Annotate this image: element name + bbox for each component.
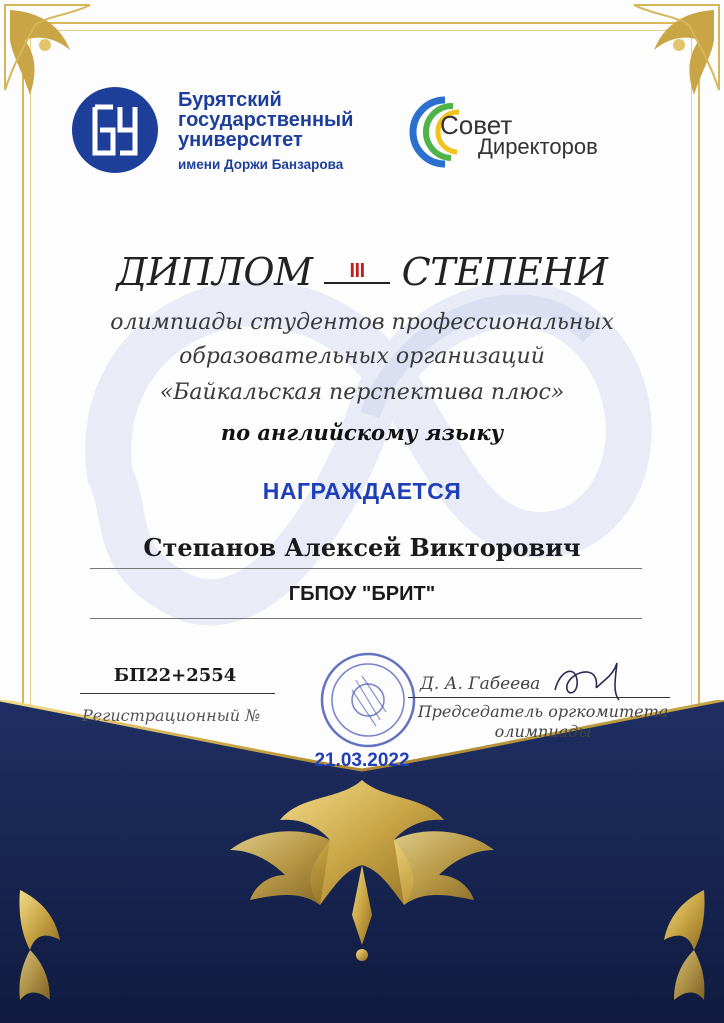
registration-underline bbox=[80, 693, 275, 694]
university-name bbox=[178, 90, 353, 150]
signatory-role bbox=[398, 702, 688, 742]
signatory-role-line-2: олимпиады bbox=[494, 722, 592, 741]
partner-word-2: Директоров bbox=[478, 134, 598, 159]
signatory-role-line-1: Председатель оргкомитета bbox=[417, 702, 669, 721]
olympiad-line-2: образовательных организаций bbox=[179, 344, 545, 369]
organization-underline bbox=[90, 618, 642, 619]
partner-word-1: Совет bbox=[440, 110, 513, 140]
signatory-name: Д. А. Габеева bbox=[420, 674, 541, 694]
olympiad-line-3: «Байкальская перспектива плюс» bbox=[159, 380, 565, 405]
title-right: СТЕПЕНИ bbox=[401, 250, 608, 294]
degree-value: III bbox=[324, 260, 390, 284]
signature-underline bbox=[408, 697, 670, 698]
issue-date: 21.03.2022 bbox=[314, 750, 410, 771]
registration-label: Регистрационный № bbox=[82, 706, 261, 725]
olympiad-line-1: олимпиады студентов профессиональных bbox=[110, 310, 614, 335]
title-left: ДИПЛОМ bbox=[116, 250, 313, 294]
recipient-name: Степанов Алексей Викторович bbox=[143, 533, 581, 562]
subject-line: по английскому языку bbox=[220, 420, 504, 445]
recipient-organization: ГБПОУ "БРИТ" bbox=[288, 583, 436, 605]
diploma-title bbox=[0, 250, 724, 294]
registration-number: БП22+2554 bbox=[113, 665, 237, 686]
ornament-corner-top-right-icon bbox=[614, 0, 724, 110]
university-name-line-3: университет bbox=[178, 129, 303, 151]
university-name-line-1: Бурятский bbox=[178, 89, 282, 111]
awarded-heading: НАГРАЖДАЕТСЯ bbox=[262, 478, 462, 504]
bsu-logo-icon bbox=[70, 85, 160, 175]
university-name-line-2: государственный bbox=[178, 109, 354, 131]
university-subtitle: имени Доржи Банзарова bbox=[178, 157, 344, 172]
recipient-underline bbox=[90, 568, 642, 569]
